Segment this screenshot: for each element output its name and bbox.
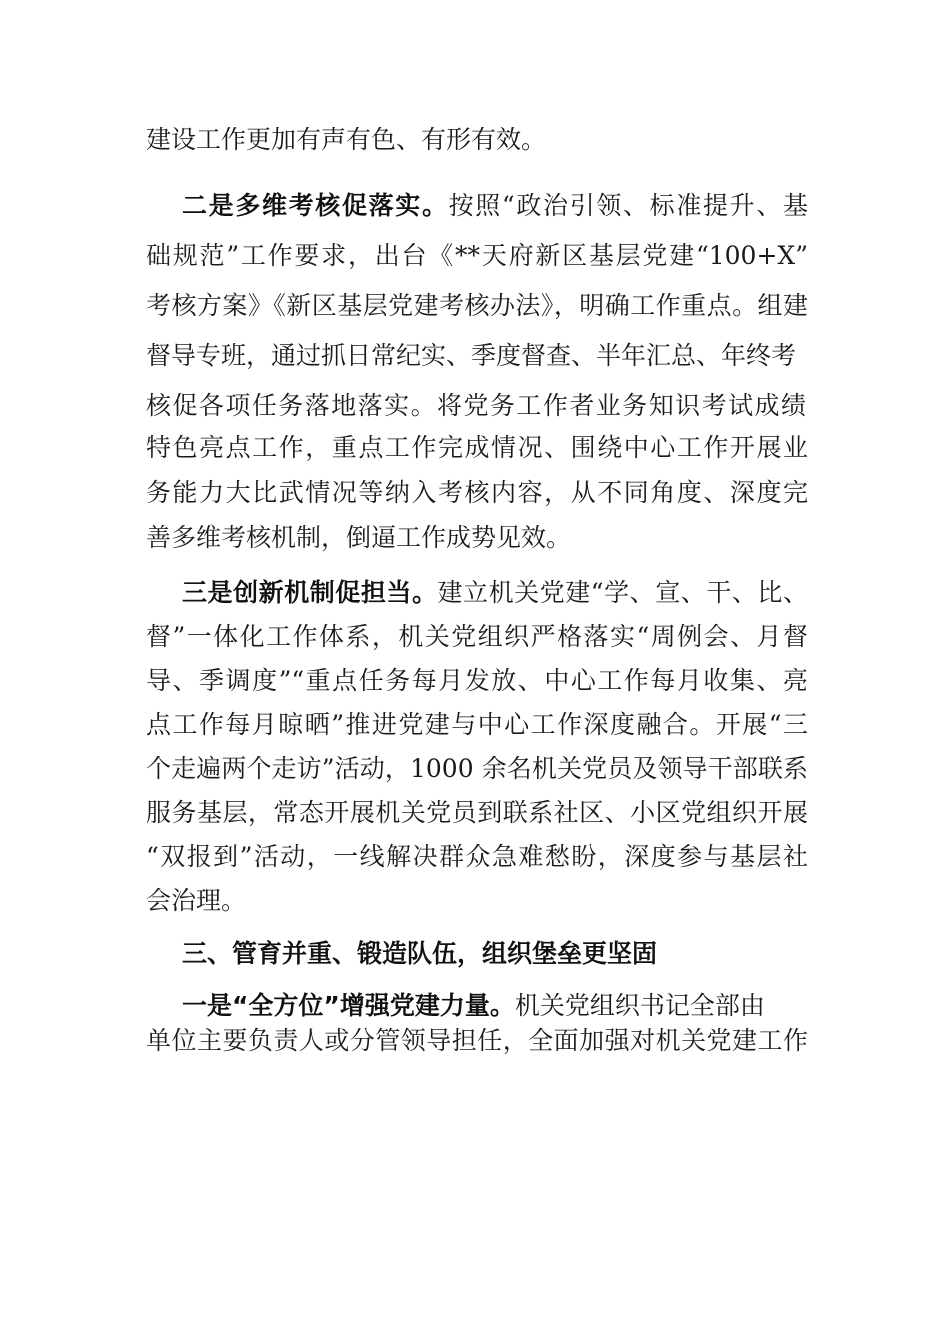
paragraph-line: 个走遍两个走访”活动，1000 余名机关党员及领导干部联系 [146, 754, 808, 783]
paragraph-line: 点工作每月晾晒”推进党建与中心工作深度融合。开展“三 [146, 710, 808, 739]
section-heading: 三、管育并重、锻造队伍，组织堡垒更坚固 [182, 939, 658, 968]
paragraph-text: 建立机关党建“学、宣、干、比、 [437, 578, 808, 607]
paragraph-line: 单位主要负责人或分管领导担任，全面加强对机关党建工作 [146, 1026, 808, 1055]
paragraph-text: 按照“政治引领、标准提升、基 [448, 191, 808, 220]
paragraph-line: 会治理。 [146, 886, 247, 915]
paragraph-line: 考核方案》《新区基层党建考核办法》，明确工作重点。组建 [146, 291, 808, 320]
paragraph-line: “双报到”活动，一线解决群众急难愁盼，深度参与基层社 [146, 842, 808, 871]
paragraph-first-line [182, 991, 808, 1021]
paragraph-line: 导、季调度”“重点任务每月发放、中心工作每月收集、亮 [146, 666, 808, 695]
paragraph-line: 服务基层，常态开展机关党员到联系社区、小区党组织开展 [146, 798, 808, 827]
paragraph-line: 础规范”工作要求，出台《**天府新区基层党建“100+X” [146, 241, 808, 270]
paragraph-lead: 三是创新机制促担当。 [182, 578, 438, 607]
paragraph-line: 督导专班，通过抓日常纪实、季度督查、半年汇总、年终考 [146, 341, 797, 370]
paragraph-line: 务能力大比武情况等纳入考核内容，从不同角度、深度完 [146, 478, 808, 507]
paragraph-lead: 一是“全方位”增强党建力量。 [182, 991, 515, 1020]
paragraph-first-line [182, 578, 808, 608]
paragraph-first-line [182, 191, 808, 221]
paragraph-line: 核促各项任务落地落实。将党务工作者业务知识考试成绩 [146, 391, 806, 420]
paragraph-line: 善多维考核机制，倒逼工作成势见效。 [146, 523, 572, 552]
paragraph-text: 机关党组织书记全部由 [514, 991, 765, 1020]
paragraph-line: 特色亮点工作，重点工作完成情况、围绕中心工作开展业 [146, 433, 808, 462]
paragraph-lead: 二是多维考核促落实。 [182, 191, 449, 220]
paragraph-line: 督”一体化工作体系，机关党组织严格落实“周例会、月督 [146, 622, 808, 651]
paragraph-line: 建设工作更加有声有色、有形有效。 [146, 125, 547, 154]
